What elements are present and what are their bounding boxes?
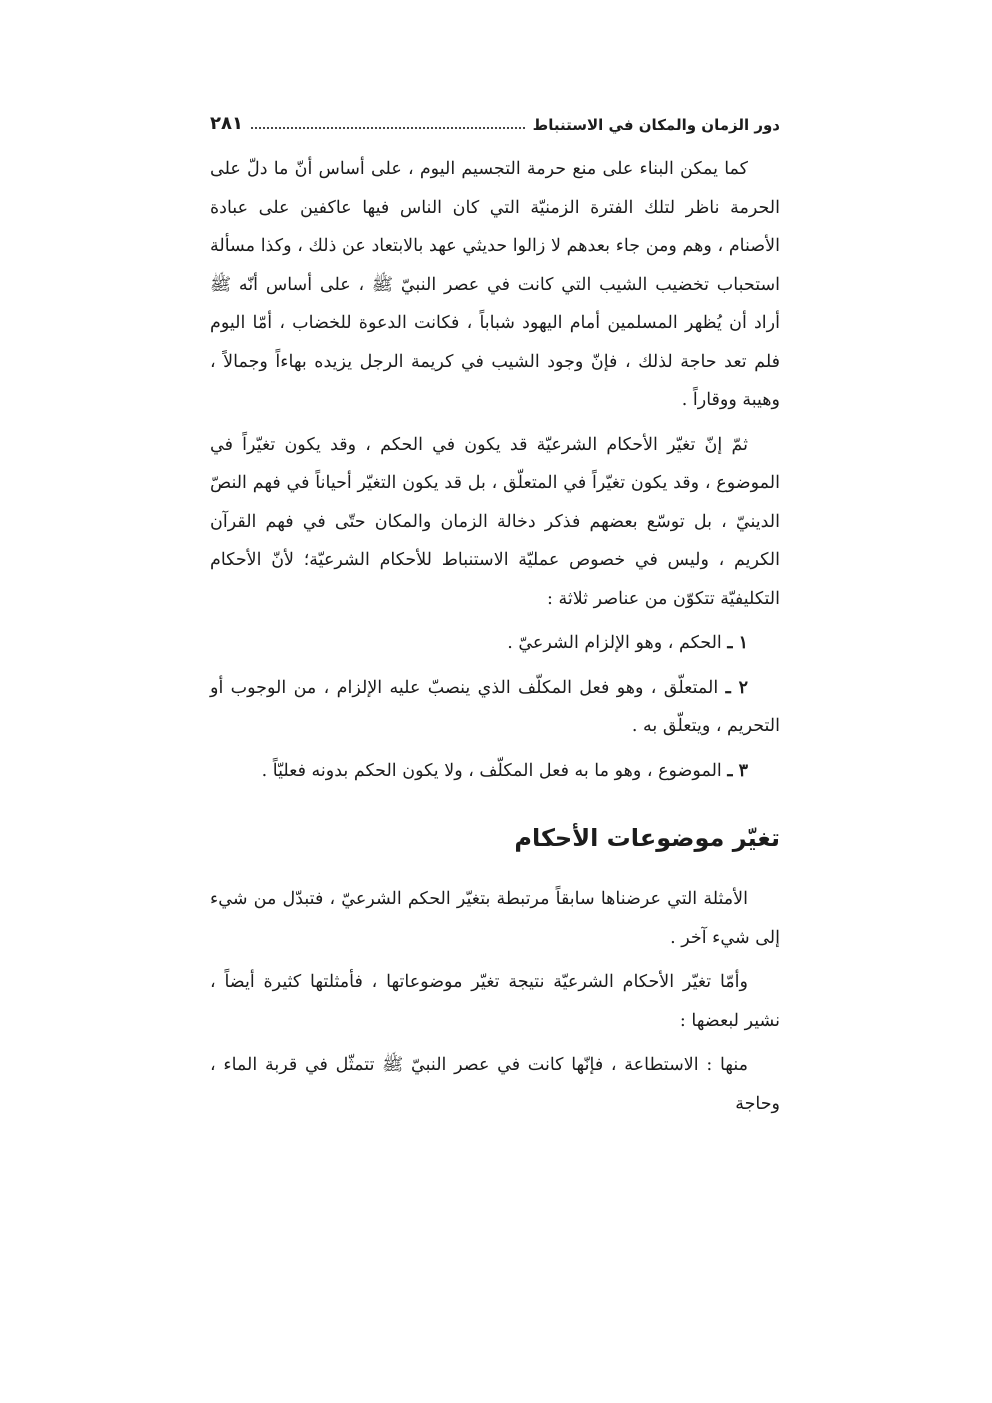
running-header bbox=[210, 100, 780, 134]
page-number: ٢٨١ bbox=[210, 113, 243, 134]
list-item-number: ٢ ـ bbox=[725, 677, 748, 698]
list-item-number: ٣ ـ bbox=[727, 760, 748, 781]
body-text bbox=[210, 150, 780, 1123]
paragraph: وأمّا تغيّر الأحكام الشرعيّة نتيجة تغيّر موضوعاتها ، فأمثلتها كثيرة أيضاً ، نشير لبعضها : bbox=[210, 972, 780, 1031]
list-item-text: المتعلّق ، وهو فعل المكلّف الذي ينصبّ عليه الإلزام ، من الوجوب أو التحريم ، ويتعلّق به . bbox=[210, 677, 780, 736]
list-item bbox=[210, 752, 780, 791]
paragraph: كما يمكن البناء على منع حرمة التجسيم اليوم ، على أساس أنّ ما دلّ على الحرمة ناظر لتلك الفترة الزمنيّة التي كان الناس فيها عاكفين على عبادة الأصنام ، وهم ومن جاء بعدهم لا زالوا حديثي عهد بالابتعاد عن ذلك ، وكذا مسألة استحباب تخضيب الشيب التي كانت في عصر النبيّ ﷺ ، على أساس أنّه ﷺ أراد أن يُظهر المسلمين أمام اليهود شباباً ، فكانت الدعوة للخضاب ، أمّا اليوم فلم تعد حاجة لذلك ، فإنّ وجود الشيب في كريمة الرجل يزيده بهاءاً وجمالاً ، وهيبة ووقاراً . bbox=[210, 159, 780, 410]
paragraph: الأمثلة التي عرضناها سابقاً مرتبطة بتغيّر الحكم الشرعيّ ، فتبدّل من شيء إلى شيء آخر . bbox=[210, 889, 780, 948]
list-item-text: الحكم ، وهو الإلزام الشرعيّ . bbox=[507, 633, 722, 653]
list-item-number: ١ ـ bbox=[727, 633, 748, 653]
list-item bbox=[210, 669, 780, 746]
section-heading: تغيّر موضوعات الأحكام bbox=[514, 824, 780, 852]
list-item bbox=[210, 624, 780, 663]
book-page bbox=[210, 0, 780, 1403]
list-item-text: الموضوع ، وهو ما به فعل المكلّف ، ولا يكون الحكم بدونه فعليّاً . bbox=[261, 760, 722, 781]
dotted-leader bbox=[251, 127, 525, 129]
paragraph: ثمّ إنّ تغيّر الأحكام الشرعيّة قد يكون في الحكم ، وقد يكون تغيّراً في الموضوع ، وقد يكون تغيّراً في المتعلّق ، بل قد يكون التغيّر أحياناً في فهم النصّ الدينيّ ، بل توسّع بعضهم فذكر دخالة الزمان والمكان حتّى في فهم القرآن الكريم ، وليس في خصوص عمليّة الاستنباط للأحكام الشرعيّة؛ لأنّ الأحكام التكليفيّة تتكوّن من عناصر ثلاثة : bbox=[210, 434, 780, 609]
running-header-title: دور الزمان والمكان في الاستنباط bbox=[532, 116, 780, 134]
paragraph: منها : الاستطاعة ، فإنّها كانت في عصر النبيّ ﷺ تتمثّل في قربة الماء ، وحاجة bbox=[210, 1055, 780, 1114]
